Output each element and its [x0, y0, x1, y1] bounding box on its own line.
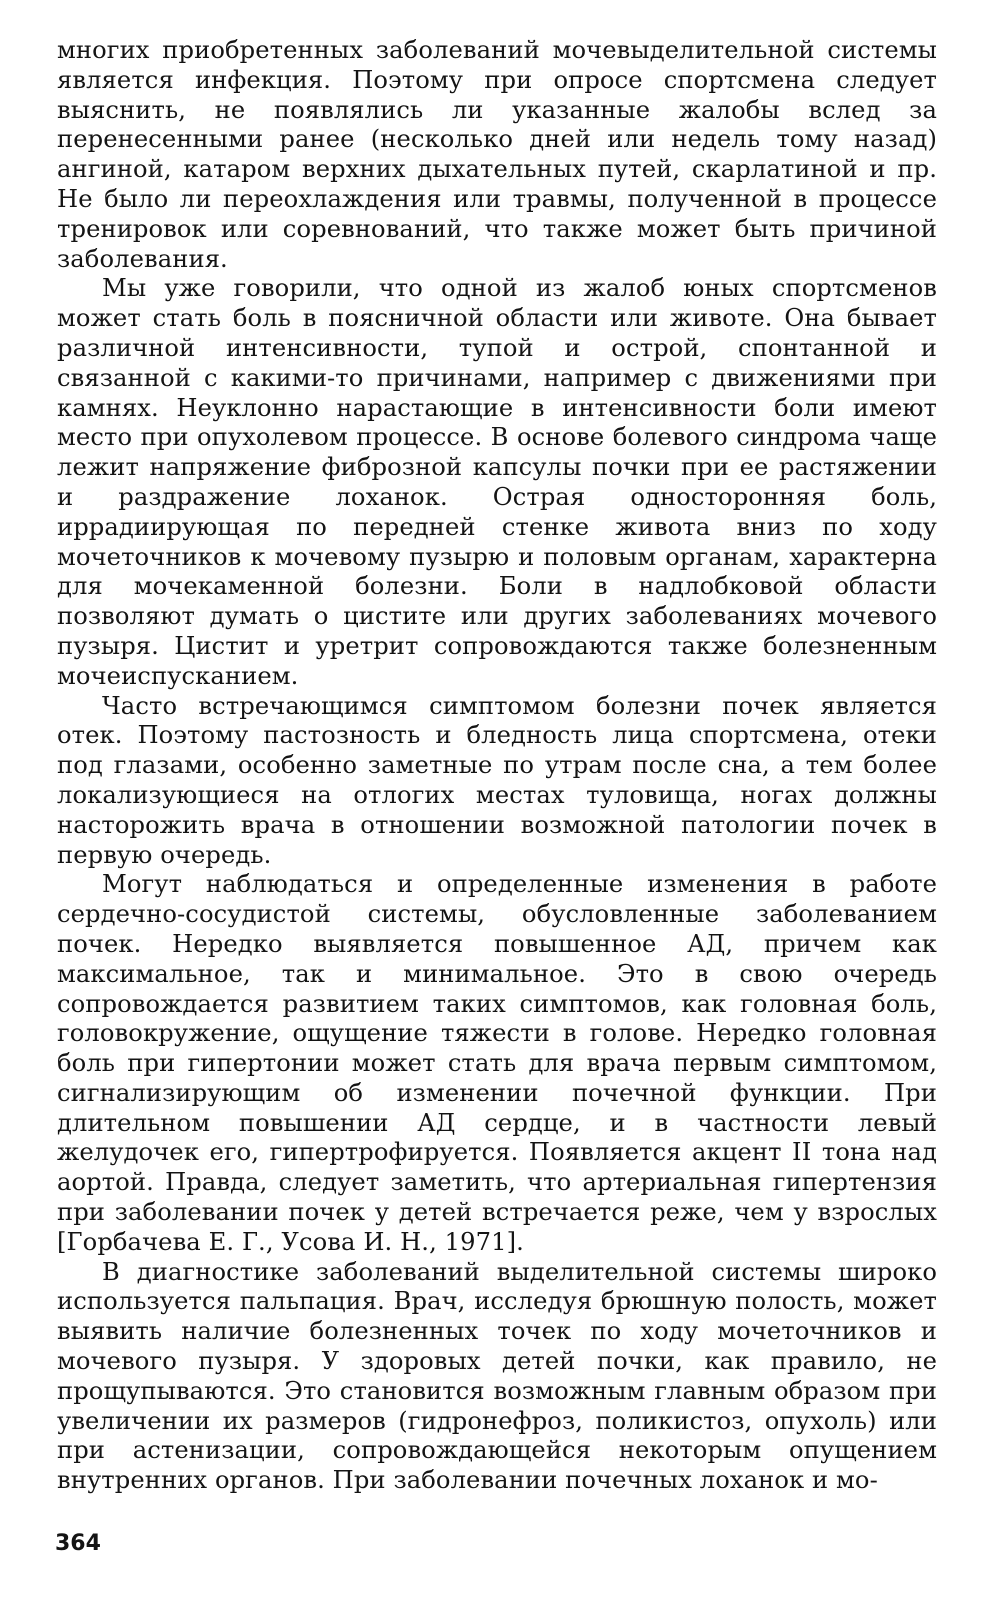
paragraph-continuation: многих приобретенных заболеваний мочевыделительной системы является инфекция. Поэтому при опросе спортсмена следует выяснить, не появлялись ли указанные жалобы вслед за перенесенными ранее (несколько дней или недель тому назад) ангиной, катаром верхних дыхательных путей, скарлатиной и пр. Не было ли переохлаждения или травмы, полученной в процессе тренировок или соревнований, что также может быть причиной заболевания. [57, 36, 937, 273]
page-number: 364 [55, 1531, 101, 1556]
paragraph-palpation: В диагностике заболеваний выделительной системы широко используется пальпация. Врач, исследуя брюшную полость, может выявить наличие болезненных точек по ходу мочеточников и мочевого пузыря. У здоровых детей почки, как правило, не прощупываются. Это становится возможным главным образом при увеличении их размеров (гидронефроз, поликистоз, опухоль) или при астенизации, сопровождающейся некоторым опущением внутренних органов. При заболевании почечных лоханок и мо- [57, 1257, 937, 1495]
paragraph-edema: Часто встречающимся симптомом болезни почек является отек. Поэтому пастозность и бледность лица спортсмена, отеки под глазами, особенно заметные по утрам после сна, а тем более локализующиеся на отлогих местах туловища, ногах должны насторожить врача в отношении возможной патологии почек в первую очередь. [57, 691, 937, 869]
paragraph-cardiovascular: Могут наблюдаться и определенные изменения в работе сердечно-сосудистой системы, обусловленные заболеванием почек. Нередко выявляется повышенное АД, причем как максимальное, так и минимальное. Это в свою очередь сопровождается развитием таких симптомов, как головная боль, головокружение, ощущение тяжести в голове. Нередко головная боль при гипертонии может стать для врача первым симптомом, сигнализирующим об изменении почечной функции. При длительном повышении АД сердце, и в частности левый желудочек его, гипертрофируется. Появляется акцент II тона над аортой. Правда, следует заметить, что артериальная гипертензия при заболевании почек у детей встречается реже, чем у взрослых [Горбачева Е. Г., Усова И. Н., 1971]. [57, 870, 937, 1256]
paragraph-pain: Мы уже говорили, что одной из жалоб юных спортсменов может стать боль в поясничной области или животе. Она бывает различной интенсивности, тупой и острой, спонтанной и связанной с какими-то причинами, например с движениями при камнях. Неуклонно нарастающие в интенсивности боли имеют место при опухолевом процессе. В основе болевого синдрома чаще лежит напряжение фиброзной капсулы почки при ее растяжении и раздражение лоханок. Острая односторонняя боль, иррадиирующая по передней стенке живота вниз по ходу мочеточников к мочевому пузырю и половым органам, характерна для мочекаменной болезни. Боли в надлобковой области позволяют думать о цистите или других заболеваниях мочевого пузыря. Цистит и уретрит сопровождаются также болезненным мочеиспусканием. [57, 274, 937, 690]
body-text [57, 36, 937, 1496]
